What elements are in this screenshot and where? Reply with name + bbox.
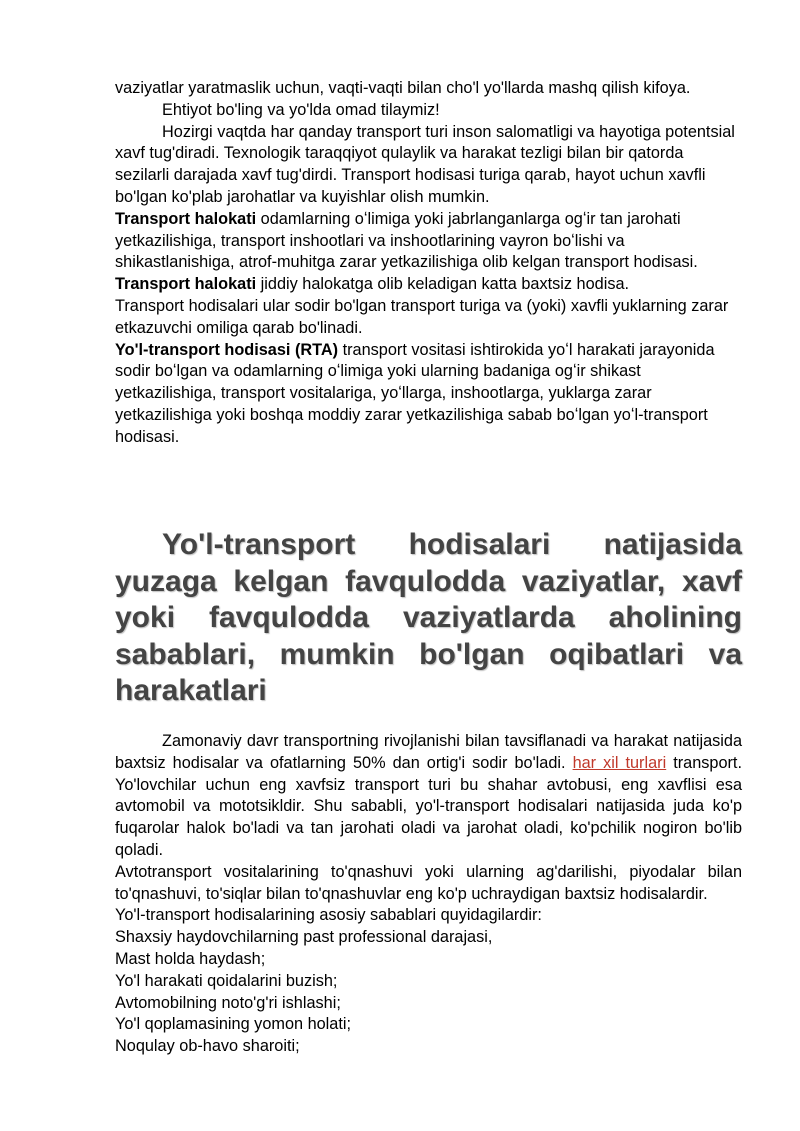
definition-text: jiddiy halokatga olib keladigan katta baxtsiz hodisa. [256,275,630,294]
body-paragraph-2: Avtotransport vositalarining to'qnashuvi yoki ularning ag'darilishi, piyodalar bilan to'qnashuvi, to'siqlar bilan to'qnashuvlar eng ko'p uchraydigan baxtsiz hodisalardir. [115,862,742,903]
cause-item: Shaxsiy haydovchilarning past professional darajasi, [115,928,493,947]
classification-paragraph: Transport hodisalari ular sodir bo'lgan transport turiga va (yoki) xavfli yuklarning zarar etkazuvchi omiliga qarab bo'linadi. [115,296,729,337]
definition-term: Yo'l-transport hodisasi (RTA) [115,340,339,359]
top-section [115,78,742,449]
definition-text: transport vositasi ishtirokida yoʻl harakati jarayonida sodir boʻlgan va odamlarning oʻlimiga yoki ularning badaniga ogʻir shikast yetkazilishiga, transport vositalariga, yoʻllarga, inshootlarga, yuklarga zarar yetkazilishiga yoki boshqa moddiy zarar yetkazilishiga sabab boʻlgan yoʻl-transport hodisasi. [115,340,715,446]
body-text: transport. Yo'lovchilar uchun eng xavfsiz transport turi bu shahar avtobusi, eng xavflisi esa avtomobil va mototsikldir. Shu sababli, yo'l-transport hodisalari natijasida juda ko'p fuqarolar halok bo'ladi va tan jarohati oladi va jarohat oladi, ko'pchilik nogiron bo'lib qoladi. [115,753,742,859]
causes-intro: Yo'l-transport hodisalarining asosiy sabablari quyidagilardir: [115,906,542,925]
definition-term: Transport halokati [115,275,257,294]
cause-item: Mast holda haydash; [115,949,266,968]
body-section [115,731,742,1058]
wish-paragraph: Ehtiyot bo'ling va yo'lda omad tilaymiz! [162,100,440,119]
cause-item: Yo'l harakati qoidalarini buzish; [115,971,338,990]
section-heading: Yo'l-transport hodisalari natijasida yuzaga kelgan favqulodda vaziyatlar, xavf yoki favqulodda vaziyatlarda aholining sabablari, mumkin bo'lgan oqibatlari va harakatlari [115,528,742,708]
definition-text: odamlarning oʻlimiga yoki jabrlanganlarga ogʻir tan jarohati yetkazilishiga, transport inshootlari va inshootlarining vayron boʻlishi va shikastlanishiga, atrof-muhitga zarar yetkazilishiga olib kelgan transport hodisasi. [115,209,698,272]
continuation-paragraph: vaziyatlar yaratmaslik uchun, vaqti-vaqti bilan cho'l yo'llarda mashq qilish kifoya. [115,79,691,97]
intro-paragraph: Hozirgi vaqtda har qanday transport turi inson salomatligi va hayotiga potentsial xavf tug'diradi. Texnologik taraqqiyot qulaylik va harakat tezligi bilan bir qatorda sezilarli darajada xavf tug'dirdi. Transport hodisasi turiga qarab, hayot uchun xavfli bo'lgan ko'plab jarohatlar va kuyishlar olish mumkin. [115,122,735,206]
body-text: Zamonaviy davr transportning rivojlanishi bilan tavsiflanadi va harakat natijasida baxtsiz hodisalar va ofatlarning 50% dan ortig'i sodir bo'ladi. [115,732,742,772]
definition-transport-accident-2 [115,274,742,296]
cause-item: Noqulay ob-havo sharoiti; [115,1037,300,1056]
cause-item: Yo'l qoplamasining yomon holati; [115,1015,352,1034]
cause-item: Avtomobilning noto'g'ri ishlashi; [115,993,341,1012]
body-paragraph-1 [115,731,742,862]
definition-transport-accident-1 [115,209,742,274]
definition-road-accident [115,340,742,449]
definition-term: Transport halokati [115,209,257,228]
types-link[interactable]: har xil turlari [572,753,667,772]
